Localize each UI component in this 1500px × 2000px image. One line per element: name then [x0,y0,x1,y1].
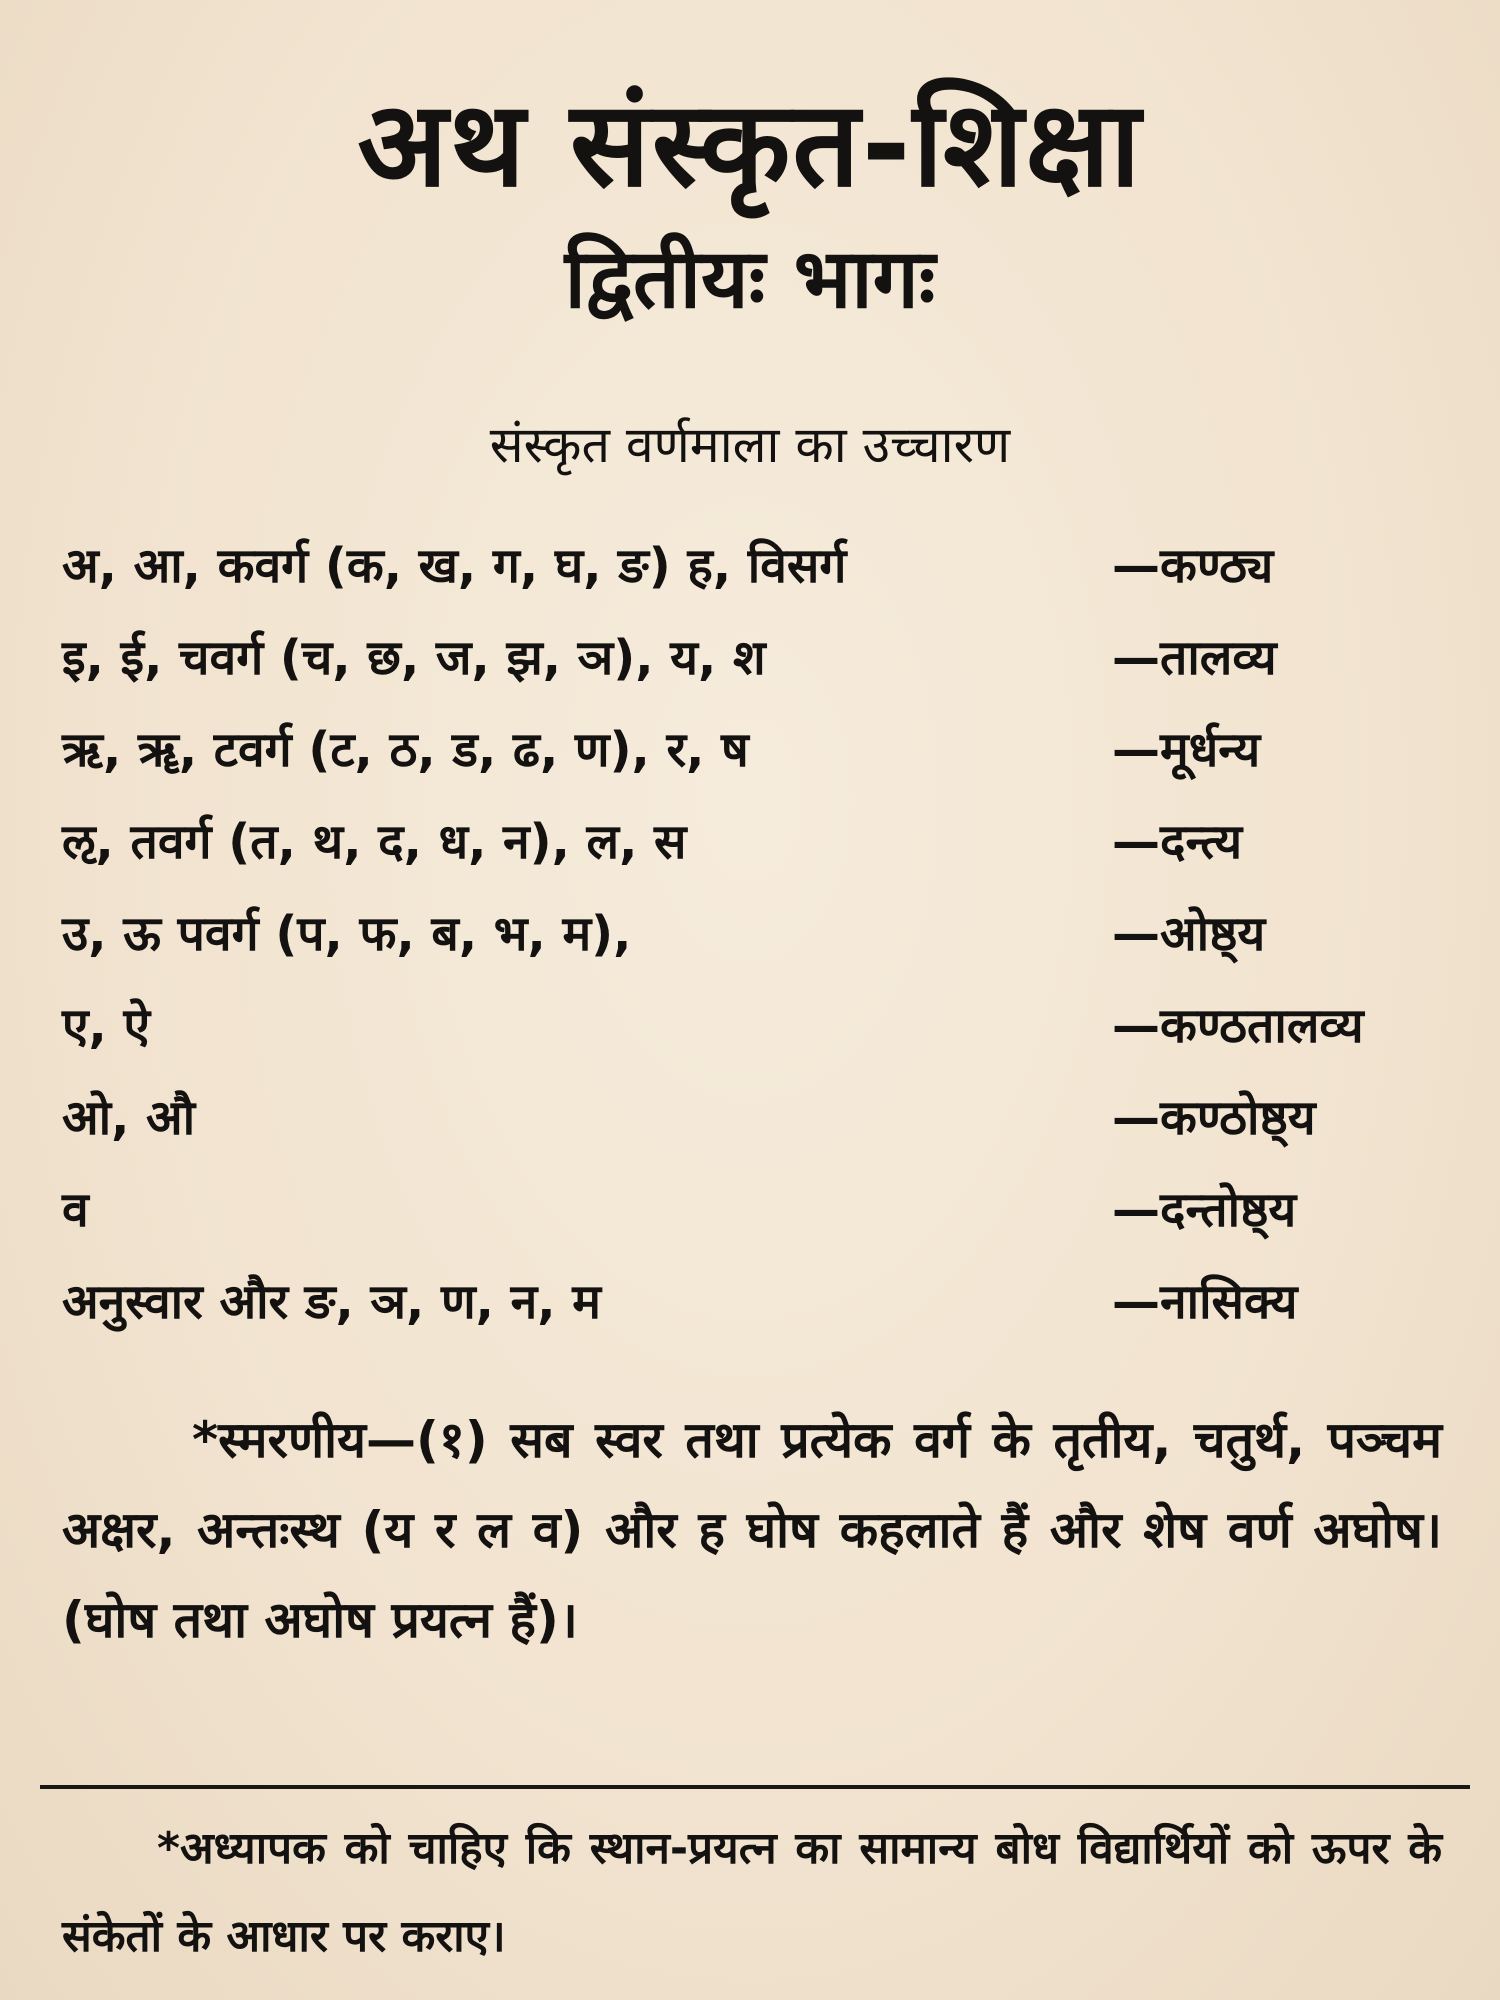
row-letters: ऋ, ॠ, टवर्ग (ट, ठ, ड, ढ, ण), र, ष [62,722,749,778]
row-letters: ओ, औ [62,1090,196,1146]
pronunciation-row [62,796,1482,888]
pronunciation-row [62,888,1482,980]
section-heading: संस्कृत वर्णमाला का उच्चारण [489,416,1011,474]
teacher-footnote-text: *अध्यापक को चाहिए कि स्थान-प्रयत्न का सामान्य बोध विद्यार्थियों को ऊपर के संकेतों के आधार पर कराए। [62,1823,1442,1962]
row-letters: अ, आ, कवर्ग (क, ख, ग, घ, ङ) ह, विसर्ग [62,538,847,594]
row-place: —कण्ठतालव्य [1112,998,1364,1054]
pronunciation-row [62,1256,1482,1348]
pronunciation-row [62,612,1482,704]
row-place: —नासिक्य [1112,1274,1298,1330]
row-letters: उ, ऊ पवर्ग (प, फ, ब, भ, म), [62,906,632,962]
row-place: —दन्तोष्ठ्य [1112,1182,1297,1238]
row-letters: व [62,1182,89,1238]
row-letters: ऌ, तवर्ग (त, थ, द, ध, न), ल, स [62,814,687,870]
row-place: —मूर्धन्य [1112,722,1261,778]
remember-note-text: *स्मरणीय—(१) सब स्वर तथा प्रत्येक वर्ग के तृतीय, चतुर्थ, पञ्चम अक्षर, अन्तःस्थ (य र ल व) और ह घोष कहलाते हैं और शेष वर्ण अघोष। (घोष तथा अघोष प्रयत्न हैं)। [62,1411,1442,1649]
page-subtitle: द्वितीयः भागः [564,232,936,327]
teacher-footnote [62,1805,1442,1981]
pronunciation-row [62,704,1482,796]
page-title: अथ संस्कृत-शिक्षा [357,75,1143,213]
pronunciation-row [62,980,1482,1072]
footnote-divider [40,1785,1470,1789]
row-place: —तालव्य [1112,630,1277,686]
remember-note [62,1395,1442,1665]
row-place: —कण्ठ्य [1112,538,1274,594]
row-letters: ए, ऐ [62,998,151,1054]
pronunciation-row [62,1164,1482,1256]
row-letters: इ, ई, चवर्ग (च, छ, ज, झ, ञ), य, श [62,630,766,686]
row-place: —दन्त्य [1112,814,1243,870]
pronunciation-list [62,520,1482,1348]
pronunciation-row [62,520,1482,612]
row-place: —ओष्ठ्य [1112,906,1266,962]
row-letters: अनुस्वार और ङ, ञ, ण, न, म [62,1274,601,1330]
row-place: —कण्ठोष्ठ्य [1112,1090,1316,1146]
pronunciation-row [62,1072,1482,1164]
